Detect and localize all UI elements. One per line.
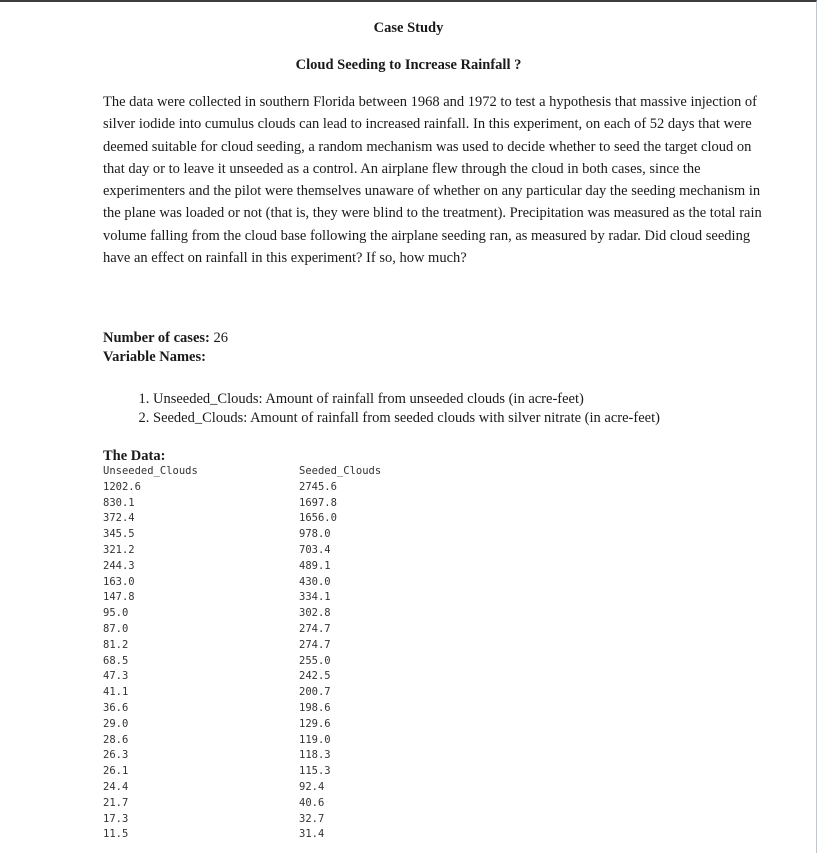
table-row (103, 654, 381, 670)
seeded-value: 334.1 (299, 591, 331, 604)
table-row (103, 622, 381, 638)
number-of-cases-value: 26 (213, 330, 228, 346)
seeded-value: 978.0 (299, 528, 331, 541)
seeded-value: 115.3 (299, 765, 331, 778)
unseeded-value: 36.6 (103, 701, 129, 714)
seeded-value: 40.6 (299, 796, 325, 809)
seeded-value: 32.7 (299, 812, 325, 825)
unseeded-value: 372.4 (103, 512, 135, 525)
table-row (103, 575, 381, 591)
variable-names-label: Variable Names: (103, 349, 206, 365)
table-row (103, 764, 381, 780)
seeded-value: 118.3 (299, 749, 331, 762)
seeded-value: 242.5 (299, 670, 331, 683)
document-subtitle: Cloud Seeding to Increase Rainfall ? (295, 57, 522, 73)
data-table-header-row (103, 464, 381, 480)
unseeded-value: 244.3 (103, 559, 135, 572)
unseeded-value: 345.5 (103, 528, 135, 541)
table-row (103, 638, 381, 654)
table-row (103, 511, 381, 527)
seeded-value: 703.4 (299, 543, 331, 556)
unseeded-value: 68.5 (103, 654, 129, 667)
unseeded-value: 47.3 (103, 670, 129, 683)
study-description: The data were collected in southern Florida between 1968 and 1972 to test a hypothesis that massive injection of silver iodide into cumulus clouds can lead to increased rainfall. In this experiment, on each of 52 days that were deemed suitable for cloud seeding, a random mechanism was used to decide whether to seed the target cloud on that day or to leave it unseeded as a control. An airplane flew through the cloud in both cases, since the experimenters and the pilot were themselves unaware of whether on any particular day the seeding mechanism in the plane was loaded or not (that is, they were blind to the treatment). Precipitation was measured as the total rain volume falling from the cloud base following the airplane seeding ran, as measured by radar. Did cloud seeding have an effect on rainfall in this experiment? If so, how much? (103, 94, 762, 267)
column-header-unseeded: Unseeded_Clouds (103, 465, 198, 477)
table-row (103, 480, 381, 496)
seeded-value: 1656.0 (299, 512, 337, 525)
seeded-value: 92.4 (299, 780, 325, 793)
unseeded-value: 321.2 (103, 543, 135, 556)
unseeded-value: 163.0 (103, 575, 135, 588)
table-row (103, 827, 381, 843)
data-heading: The Data: (103, 448, 166, 464)
unseeded-value: 87.0 (103, 622, 129, 635)
seeded-value: 129.6 (299, 717, 331, 730)
table-row (103, 796, 381, 812)
variable-item: 2. Seeded_Clouds: Amount of rainfall from seeded clouds with silver nitrate (in acre-feet) (153, 409, 660, 428)
document-title: Case Study (373, 20, 444, 36)
table-row (103, 748, 381, 764)
seeded-value: 302.8 (299, 607, 331, 620)
seeded-value: 198.6 (299, 701, 331, 714)
unseeded-value: 17.3 (103, 812, 129, 825)
unseeded-value: 21.7 (103, 796, 129, 809)
unseeded-value: 28.6 (103, 733, 129, 746)
table-row (103, 590, 381, 606)
table-row (103, 701, 381, 717)
unseeded-value: 95.0 (103, 607, 129, 620)
table-row (103, 733, 381, 749)
unseeded-value: 26.3 (103, 749, 129, 762)
table-row (103, 543, 381, 559)
table-row (103, 559, 381, 575)
variable-names-heading (103, 348, 228, 367)
unseeded-value: 11.5 (103, 828, 129, 841)
unseeded-value: 1202.6 (103, 480, 141, 493)
seeded-value: 31.4 (299, 828, 325, 841)
seeded-value: 2745.6 (299, 480, 337, 493)
unseeded-value: 24.4 (103, 780, 129, 793)
seeded-value: 274.7 (299, 622, 331, 635)
seeded-value: 430.0 (299, 575, 331, 588)
unseeded-value: 147.8 (103, 591, 135, 604)
number-of-cases (103, 329, 228, 348)
table-row (103, 669, 381, 685)
variable-item: 1. Unseeded_Clouds: Amount of rainfall from unseeded clouds (in acre-feet) (153, 390, 660, 409)
seeded-value: 200.7 (299, 686, 331, 699)
variable-list (103, 390, 660, 428)
data-table (103, 464, 381, 843)
unseeded-value: 26.1 (103, 765, 129, 778)
table-row (103, 527, 381, 543)
number-of-cases-label: Number of cases: (103, 330, 210, 346)
unseeded-value: 830.1 (103, 496, 135, 509)
seeded-value: 274.7 (299, 638, 331, 651)
column-header-seeded: Seeded_Clouds (299, 465, 382, 477)
table-row (103, 606, 381, 622)
table-row (103, 717, 381, 733)
study-metadata (103, 329, 228, 367)
unseeded-value: 81.2 (103, 638, 129, 651)
seeded-value: 119.0 (299, 733, 331, 746)
table-row (103, 496, 381, 512)
seeded-value: 255.0 (299, 654, 331, 667)
unseeded-value: 29.0 (103, 717, 129, 730)
unseeded-value: 41.1 (103, 686, 129, 699)
table-row (103, 685, 381, 701)
table-row (103, 812, 381, 828)
table-row (103, 780, 381, 796)
seeded-value: 489.1 (299, 559, 331, 572)
data-table-body (103, 480, 381, 843)
seeded-value: 1697.8 (299, 496, 337, 509)
